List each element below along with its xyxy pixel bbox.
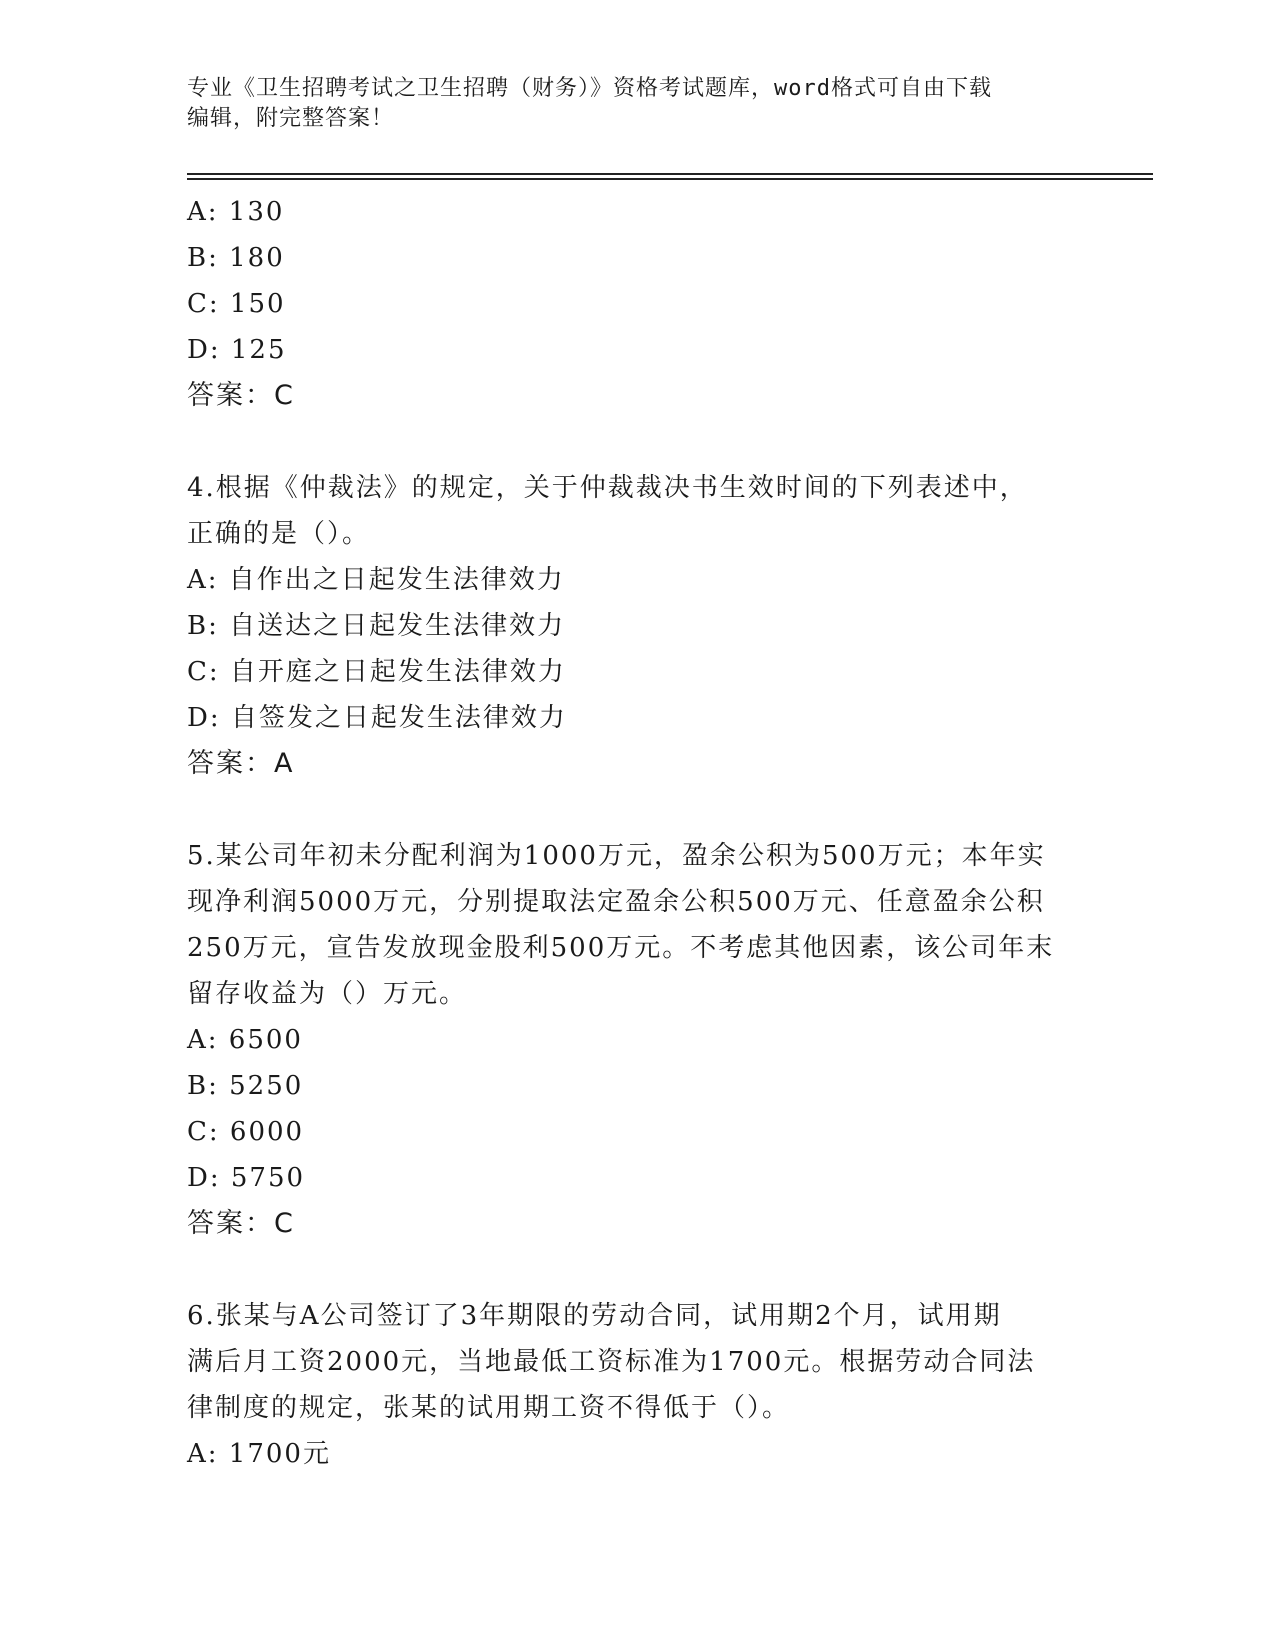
q4-stem-line-2: 正确的是（）。 [187, 519, 371, 549]
q3-option-c: C: 150 [187, 289, 286, 319]
q3-option-a: A: 130 [187, 197, 285, 227]
q4-option-c: C: 自开庭之日起发生法律效力 [187, 657, 566, 687]
q6-stem-line-2: 满后月工资2000元，当地最低工资标准为1700元。根据劳动合同法 [187, 1347, 1036, 1377]
q5-stem-line-4: 留存收益为（）万元。 [187, 979, 468, 1009]
q3-option-b: B: 180 [187, 243, 285, 273]
q4-option-b: B: 自送达之日起发生法律效力 [187, 611, 566, 641]
question-content [187, 189, 1087, 1477]
question-6-block [187, 1293, 1087, 1477]
q6-stem-line-3: 律制度的规定，张某的试用期工资不得低于（）。 [187, 1393, 791, 1423]
header-line-1: 专业《卫生招聘考试之卫生招聘（财务）》资格考试题库，word格式可自由下载 [187, 76, 992, 101]
q4-option-a: A: 自作出之日起发生法律效力 [187, 565, 565, 595]
q5-stem [187, 833, 1087, 1017]
q5-stem-line-2: 现净利润5000万元，分别提取法定盈余公积500万元、任意盈余公积 [187, 887, 1045, 917]
question-4-block [187, 465, 1087, 787]
q4-stem-line-1: 4.根据《仲裁法》的规定，关于仲裁裁决书生效时间的下列表述中， [187, 473, 1028, 503]
q5-option-c: C: 6000 [187, 1117, 305, 1147]
header-rule-top [187, 173, 1153, 175]
spacer [187, 1247, 1087, 1293]
header-line-2: 编辑，附完整答案！ [187, 106, 395, 131]
question-5-block [187, 833, 1087, 1247]
q5-option-a: A: 6500 [187, 1025, 303, 1055]
q5-option-b: B: 5250 [187, 1071, 304, 1101]
q5-answer: 答案：C [187, 1208, 295, 1239]
q3-option-d: D: 125 [187, 335, 287, 365]
question-3-block [187, 189, 1087, 419]
spacer [187, 787, 1087, 833]
q4-answer: 答案：A [187, 748, 295, 779]
spacer [187, 419, 1087, 465]
document-header [187, 74, 1067, 134]
q4-option-d: D: 自签发之日起发生法律效力 [187, 703, 567, 733]
q5-stem-line-3: 250万元，宣告发放现金股利500万元。不考虑其他因素，该公司年末 [187, 933, 1055, 963]
q6-stem-line-1: 6.张某与A公司签订了3年期限的劳动合同，试用期2个月，试用期 [187, 1301, 1002, 1331]
q5-stem-line-1: 5.某公司年初未分配利润为1000万元，盈余公积为500万元；本年实 [187, 841, 1046, 871]
q6-option-a: A: 1700元 [187, 1439, 331, 1469]
header-rule-bottom [187, 178, 1153, 180]
q5-option-d: D: 5750 [187, 1163, 306, 1193]
q6-stem [187, 1293, 1087, 1431]
q3-answer: 答案：C [187, 380, 295, 411]
q4-stem [187, 465, 1087, 557]
